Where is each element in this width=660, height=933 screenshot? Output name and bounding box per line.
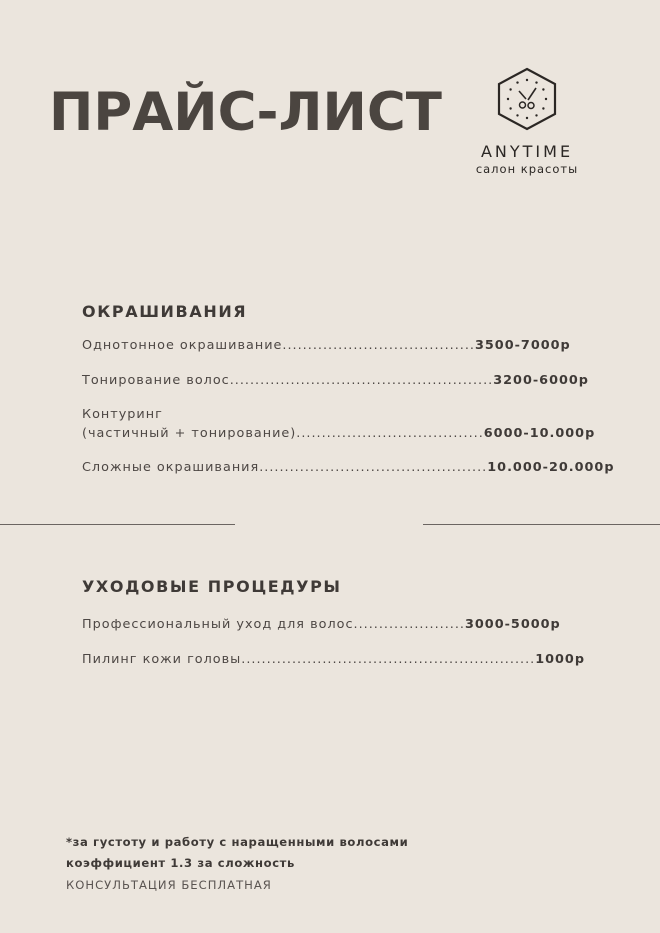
divider-left bbox=[0, 524, 235, 525]
note-consultation: КОНСУЛЬТАЦИЯ БЕСПЛАТНАЯ bbox=[66, 878, 272, 892]
service-price: 6000-10.000р bbox=[483, 426, 596, 441]
service-name: Пилинг кожи головы bbox=[82, 652, 242, 667]
price-row bbox=[82, 458, 615, 477]
brand-name: ANYTIME bbox=[480, 142, 574, 161]
price-row bbox=[82, 371, 589, 390]
note-thickness: *за густоту и работу с наращенными волосами bbox=[66, 835, 409, 849]
section-title-coloring: ОКРАШИВАНИЯ bbox=[82, 302, 248, 321]
service-name: Профессиональный уход для волос bbox=[82, 617, 354, 632]
dot-leader: .......................................................... bbox=[241, 652, 536, 667]
price-row bbox=[82, 336, 571, 355]
dot-leader: ...................... bbox=[353, 617, 465, 632]
price-row bbox=[82, 650, 585, 669]
service-name: Тонирование волос bbox=[82, 373, 230, 388]
note-coefficient: коэффициент 1.3 за сложность bbox=[66, 856, 295, 870]
brand-logo bbox=[463, 66, 591, 176]
service-name: Сложные окрашивания bbox=[82, 460, 260, 475]
service-price: 1000р bbox=[535, 652, 585, 667]
divider-right bbox=[423, 524, 660, 525]
price-row-multiline bbox=[82, 405, 595, 443]
service-name-line1: Контуринг bbox=[82, 407, 163, 422]
price-row bbox=[82, 615, 561, 634]
brand-tagline: салон красоты bbox=[475, 162, 579, 176]
service-name: Однотонное окрашивание bbox=[82, 338, 283, 353]
dot-leader: ..................................... bbox=[296, 426, 484, 441]
service-name: (частичный + тонирование) bbox=[82, 426, 297, 441]
service-price: 3000-5000р bbox=[465, 617, 561, 632]
section-title-care: УХОДОВЫЕ ПРОЦЕДУРЫ bbox=[82, 577, 342, 596]
service-price: 10.000-20.000р bbox=[487, 460, 615, 475]
dot-leader: .................................................... bbox=[229, 373, 494, 388]
service-price: 3500-7000р bbox=[474, 338, 571, 353]
service-price: 3200-6000р bbox=[493, 373, 589, 388]
dot-leader: ...................................... bbox=[282, 338, 475, 353]
page-title: ПРАЙС-ЛИСТ bbox=[49, 82, 442, 143]
hexagon-clock-scissors-icon bbox=[495, 66, 559, 132]
dot-leader: ............................................. bbox=[259, 460, 488, 475]
